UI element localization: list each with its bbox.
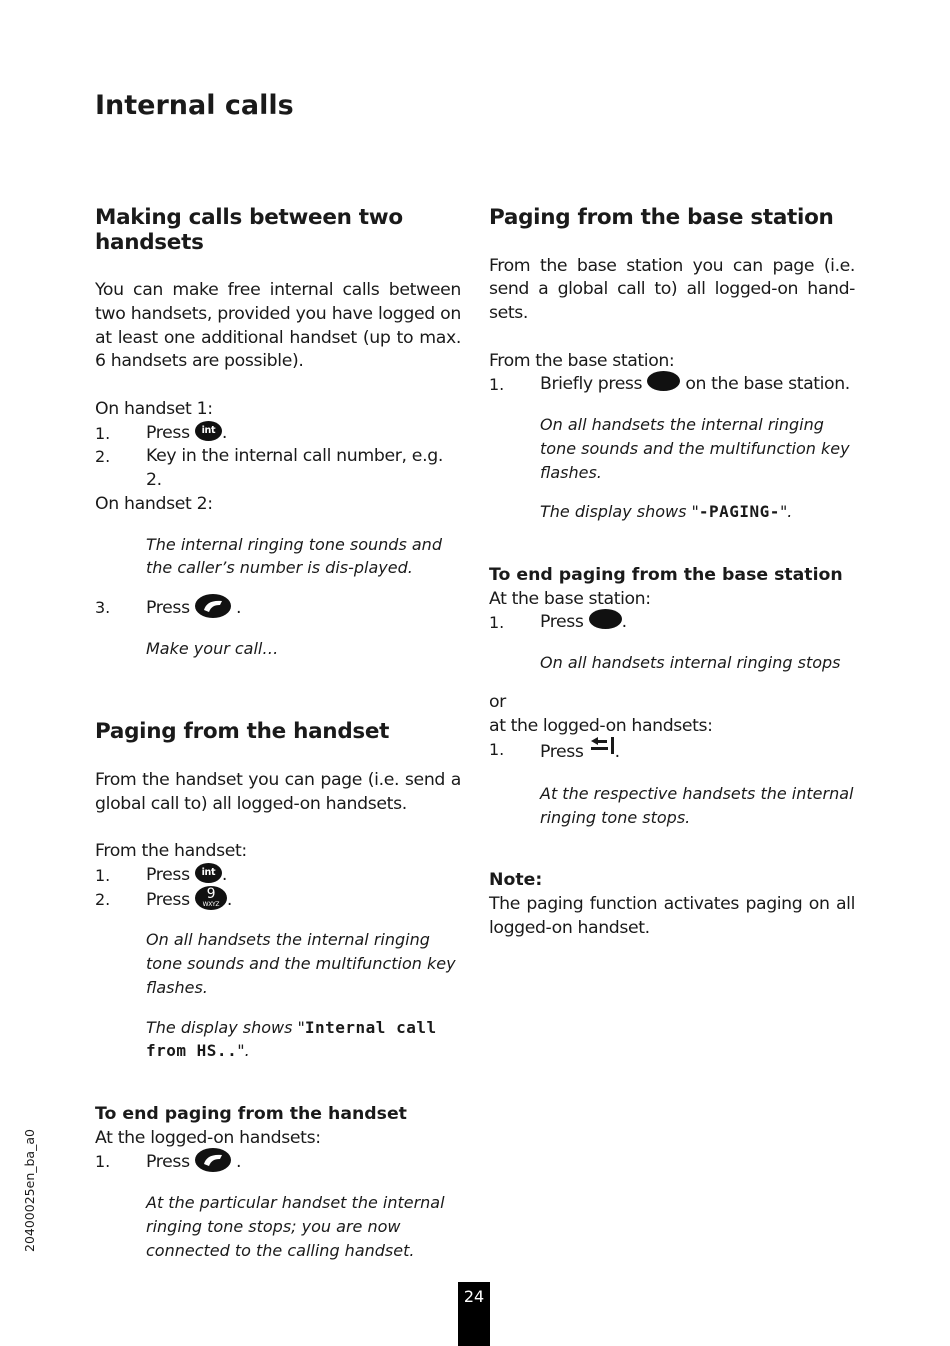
paging-handset-result-1: On all handsets the internal ringing tone sounds and the multifunction key flashes.	[146, 930, 456, 997]
at-base-label: At the base station:	[489, 588, 651, 609]
base-page-key-icon	[589, 609, 622, 629]
end-paging-base-heading: To end paging from the base station	[489, 564, 843, 585]
lcd-display-text: -PAGING-	[698, 502, 780, 522]
paging-handset-display: The display shows "Internal call from HS..".	[146, 1017, 437, 1061]
step-number: 3.	[95, 598, 111, 617]
talk-key-icon	[195, 1148, 231, 1172]
step-number: 1.	[489, 740, 505, 760]
step-number: 1.	[95, 423, 111, 443]
making-calls-intro: You can make free internal calls between two handsets, provided you have logged on at least one additional handset (up to max. 6 handsets are possible).	[95, 280, 461, 372]
making-calls-step-1	[95, 422, 461, 446]
making-calls-result-1: The internal ringing tone sounds and the caller’s number is dis-played.	[146, 534, 442, 578]
making-calls-heading: Making calls between two handsets	[95, 205, 403, 255]
lcd-display-text: Internal call from HS..	[146, 1017, 437, 1061]
step-number: 1.	[95, 1152, 111, 1172]
from-handset-label: From the handset:	[95, 841, 247, 861]
paging-base-intro: From the base station you can page (i.e. send a global call to) all logged-on hand-sets.	[489, 255, 855, 323]
end-paging-base-step-1	[489, 611, 855, 635]
page-title: Internal calls	[95, 90, 294, 121]
talk-key-icon	[195, 594, 231, 618]
on-handset-2-label: On handset 2:	[95, 493, 213, 514]
step-number: 2.	[95, 889, 111, 909]
end-paging-handset-heading: To end paging from the handset	[95, 1103, 407, 1124]
paging-base-step-1	[489, 373, 855, 397]
right-column	[489, 206, 855, 941]
step-number: 2.	[95, 447, 111, 467]
left-column	[95, 206, 461, 1278]
step-text: Press int .	[146, 422, 228, 443]
note-heading: Note:	[489, 870, 543, 891]
paging-handset-intro: From the handset you can page (i.e. send a global call to) all logged-on handsets.	[95, 769, 461, 814]
step-text: Key in the internal call number, e.g. 2.	[146, 446, 443, 490]
end-paging-base-step-2	[489, 738, 855, 766]
page-number: 24	[458, 1282, 490, 1346]
int-key-icon: int	[195, 421, 222, 441]
step-number: 1.	[95, 865, 111, 885]
paging-base-display: The display shows "-PAGING-".	[540, 502, 793, 522]
step-number: 1.	[489, 375, 505, 395]
paging-handset-step-1	[95, 864, 461, 888]
step-text: Press .	[540, 611, 627, 635]
end-call-key-icon	[589, 735, 615, 763]
paging-base-result-1: On all handsets the internal ringing tone sounds and the multifunction key flashes.	[540, 415, 850, 482]
step-text: Press .	[146, 1150, 241, 1175]
paging-handset-step-2	[95, 885, 461, 913]
on-handset-1-label: On handset 1:	[95, 398, 213, 419]
making-calls-step-3	[95, 596, 461, 621]
end-paging-handset-step-1	[95, 1150, 461, 1175]
paging-base-heading: Paging from the base station	[489, 205, 834, 230]
at-logged-on-label: at the logged-on handsets:	[489, 715, 713, 736]
nine-key-icon: 9 WXYZ	[195, 886, 227, 910]
end-paging-base-result-1: On all handsets internal ringing stops	[540, 653, 841, 672]
int-key-icon: int	[195, 863, 222, 883]
at-logged-on-handsets-label: At the logged-on handsets:	[95, 1127, 321, 1148]
step-text: Press int .	[146, 864, 228, 885]
step-text: Briefly press on the base station.	[540, 373, 850, 397]
paging-handset-heading: Paging from the handset	[95, 719, 390, 745]
step-number: 1.	[489, 613, 505, 633]
end-paging-handset-result: At the particular handset the internal ringing tone stops; you are now connected to the calling handset.	[146, 1193, 445, 1260]
note-text: The paging function activates paging on all logged-on handset.	[489, 894, 855, 938]
making-calls-step-2	[95, 445, 461, 493]
base-page-key-icon	[647, 371, 680, 391]
making-calls-result-2: Make your call…	[146, 638, 279, 658]
end-paging-base-result-2: At the respective handsets the internal ringing tone stops.	[540, 784, 854, 827]
step-text: Press .	[146, 596, 241, 621]
from-base-label: From the base station:	[489, 350, 675, 371]
or-label: or	[489, 691, 506, 712]
document-code: 20400025en_ba_a0	[22, 1129, 37, 1252]
step-text: Press .	[540, 738, 620, 766]
step-text: Press 9 WXYZ .	[146, 885, 233, 910]
